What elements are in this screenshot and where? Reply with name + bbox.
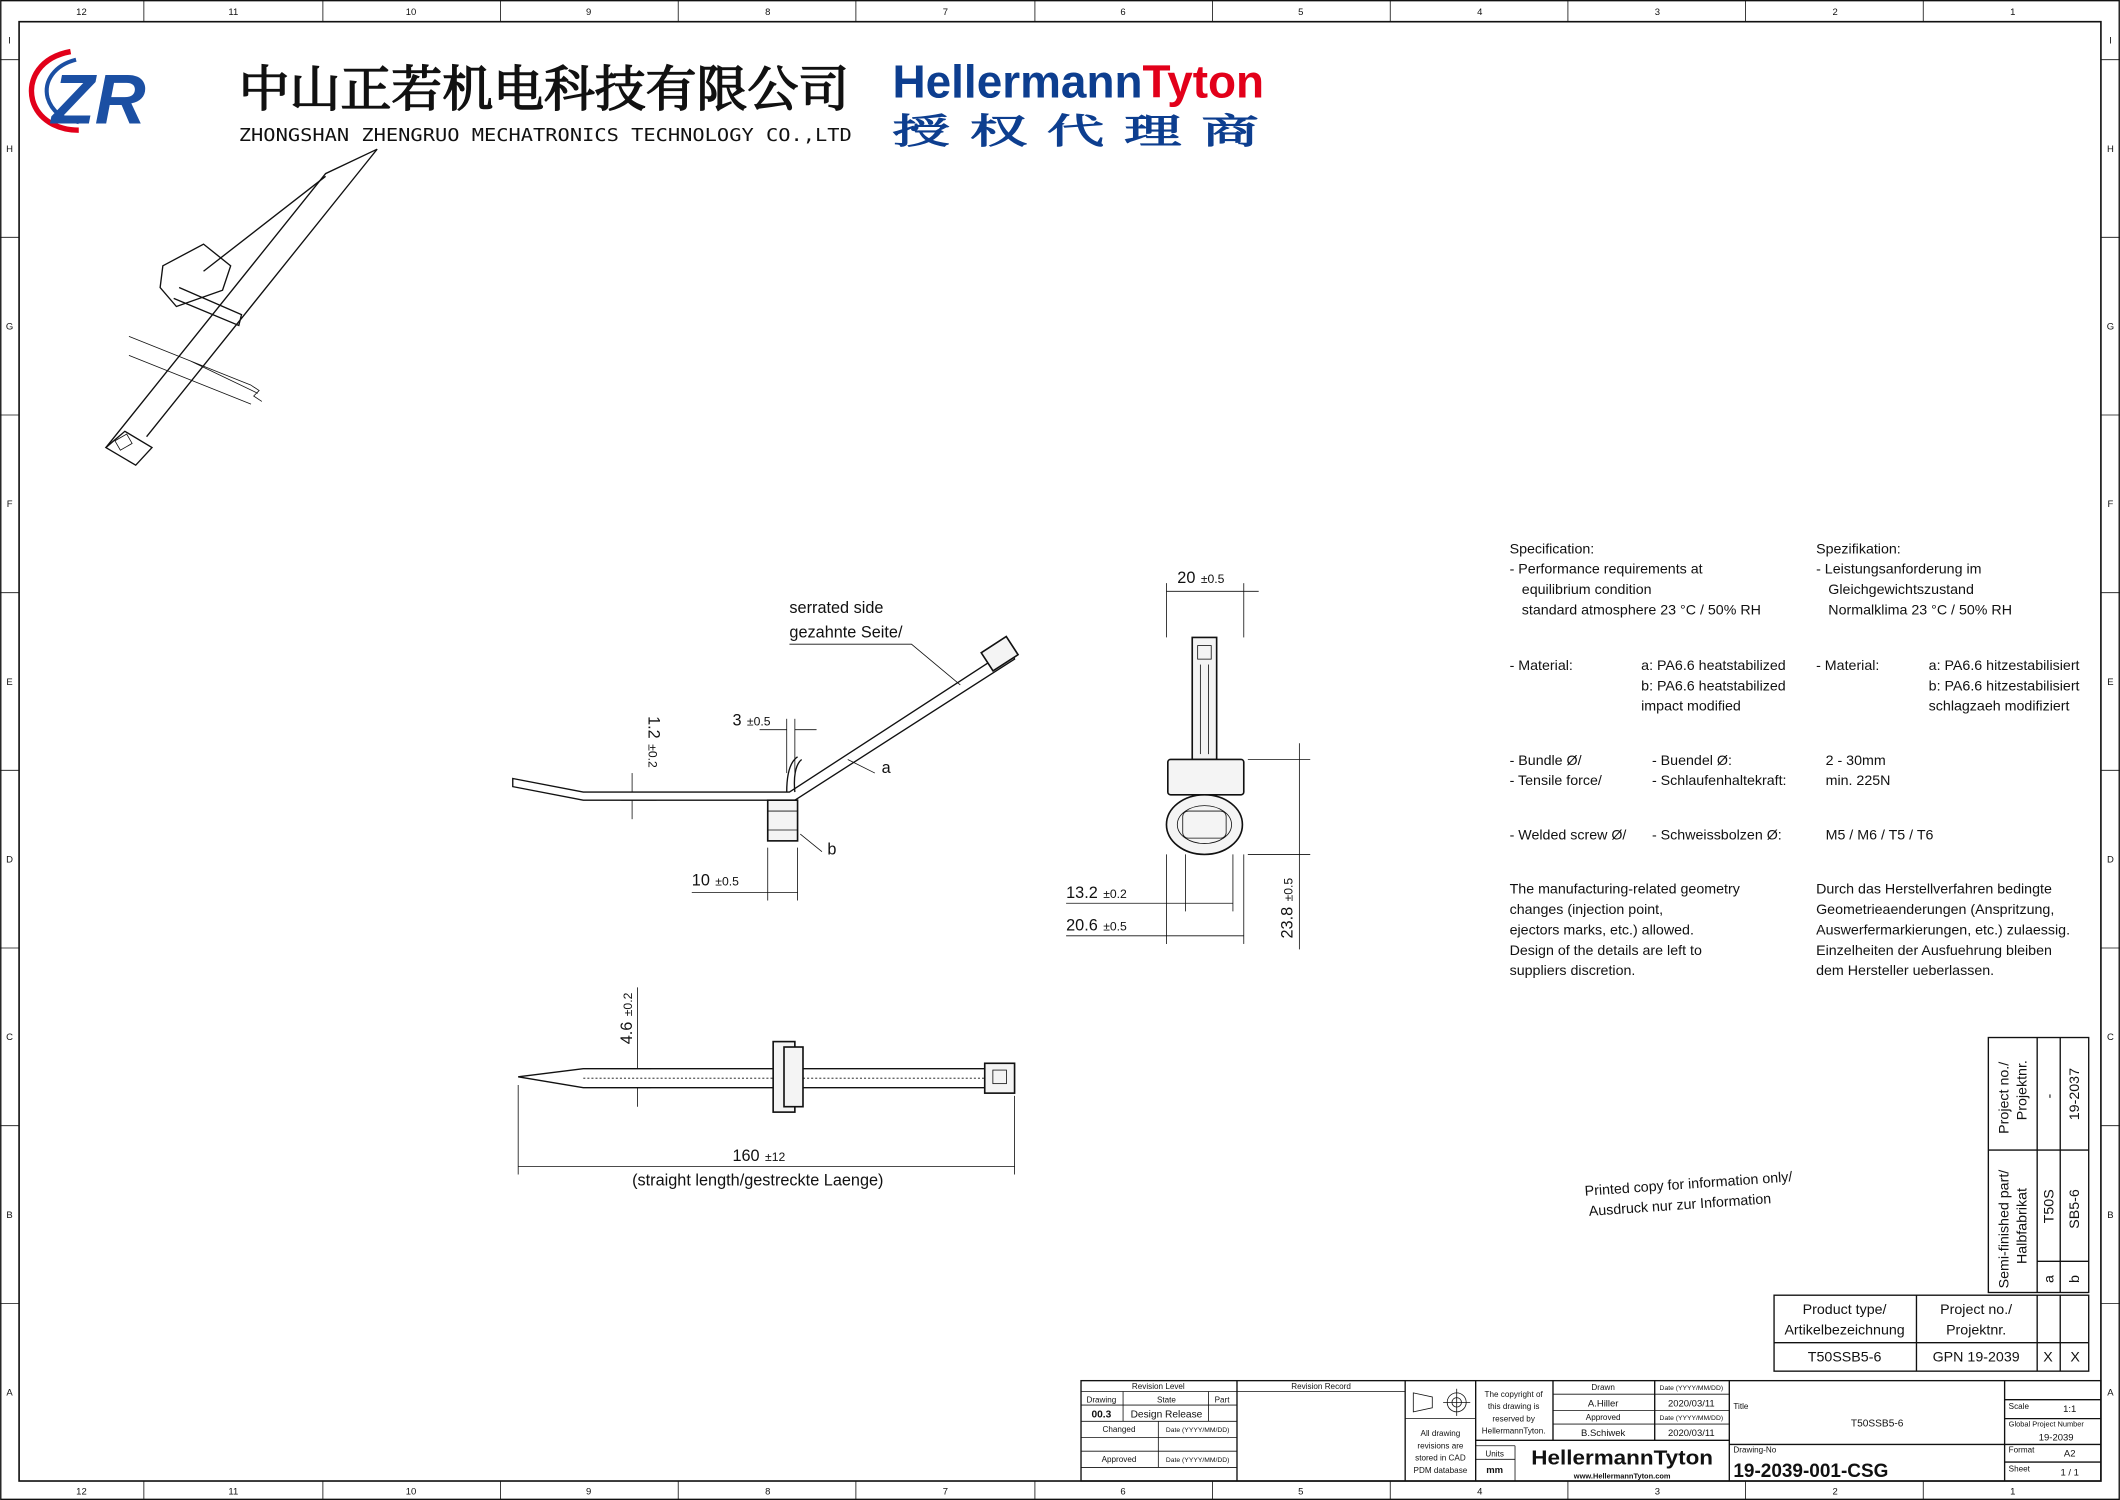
spec-de-material-b2: schlagzaeh modifiziert <box>1928 698 2070 715</box>
spec-en-material-label: - Material: <box>1509 657 1573 674</box>
row-label-f: F <box>6 499 13 511</box>
format-value: A2 <box>2063 1448 2076 1460</box>
title-value: T50SSB5-6 <box>1850 1418 1904 1430</box>
side-view <box>513 599 1018 901</box>
approved-date-label-right: Date (YYYY/MM/DD) <box>1659 1414 1724 1422</box>
spec-en-perf-3: standard atmosphere 23 °C / 50% RH <box>1521 602 1761 619</box>
gpn-value: GPN 19-2039 <box>1932 1349 2020 1366</box>
printed-copy-line-1: Printed copy for information only/ <box>1584 1169 1793 1200</box>
drawing-no-label: Drawing-No <box>1733 1445 1777 1455</box>
project-table <box>1774 1038 2089 1372</box>
col-label-8: 8 <box>765 1486 771 1498</box>
project-no-b: 19-2037 <box>2067 1068 2084 1121</box>
col-label-11: 11 <box>228 6 239 18</box>
col-label-5: 5 <box>1298 6 1304 18</box>
spec-screw-value: M5 / M6 / T5 / T6 <box>1825 827 1934 844</box>
zr-logo <box>31 52 145 139</box>
all-drawing-line-2: revisions are <box>1417 1441 1464 1451</box>
spec-en-heading: Specification: <box>1509 541 1595 558</box>
authorized-agent-cn: 授 权 代 理 商 <box>892 111 1259 153</box>
spec-en-note-2: changes (injection point, <box>1509 902 1664 919</box>
revision-record-label: Revision Record <box>1291 1381 1351 1391</box>
spec-en-material-a: a: PA6.6 heatstabilized <box>1641 657 1786 674</box>
copyright-line-2: this drawing is <box>1487 1402 1540 1412</box>
drawing-label: Drawing <box>1086 1395 1117 1405</box>
col-label-1: 1 <box>2010 6 2016 18</box>
drawn-by: A.Hiller <box>1587 1398 1619 1410</box>
scale-label: Scale <box>2008 1402 2030 1412</box>
spec-en-bundle-label: - Bundle Ø/ <box>1509 752 1582 769</box>
product-type-label-1: Product type/ <box>1802 1302 1887 1319</box>
copyright-line-1: The copyright of <box>1484 1389 1543 1399</box>
spec-en-note-4: Design of the details are left to <box>1509 942 1702 959</box>
row-label-c: C <box>6 1032 14 1044</box>
zr-logo-letters: ZR <box>51 59 146 139</box>
col-label-6: 6 <box>1120 6 1126 18</box>
row-label-a: A <box>2107 1387 2114 1399</box>
product-type-label-2: Artikelbezeichnung <box>1784 1322 1905 1339</box>
row-label-e: E <box>6 676 13 688</box>
row-label-i: I <box>2109 35 2112 47</box>
copyright-line-4: HellermannTyton. <box>1481 1426 1546 1436</box>
format-label: Format <box>2008 1445 2035 1455</box>
changed-label: Changed <box>1102 1425 1136 1435</box>
semi-a: T50S <box>2041 1189 2058 1224</box>
semi-finished-rotated-2: Halbfabrikat <box>2014 1188 2031 1265</box>
product-type-value: T50SSB5-6 <box>1807 1349 1882 1366</box>
brand-part-1: Hellermann <box>892 55 1144 108</box>
dim-length-note: (straight length/gestreckte Laenge) <box>632 1171 884 1190</box>
col-label-9: 9 <box>586 6 592 18</box>
project-no-rotated-2: Projektnr. <box>2014 1060 2031 1121</box>
col-label-12: 12 <box>76 6 87 18</box>
spec-de-note-5: dem Hersteller ueberlassen. <box>1816 963 1995 980</box>
spec-en-material-b: b: PA6.6 heatstabilized <box>1641 678 1786 695</box>
spec-en-material-b2: impact modified <box>1641 698 1741 715</box>
spec-de-perf-1: - Leistungsanforderung im <box>1816 561 1982 578</box>
project-no-a: - <box>2041 1093 2058 1099</box>
drawn-date-label: Date (YYYY/MM/DD) <box>1659 1385 1724 1393</box>
spec-de-screw-label: - Schweissbolzen Ø: <box>1651 827 1782 844</box>
semi-b: SB5-6 <box>2067 1189 2084 1229</box>
row-label-e: E <box>2107 676 2114 688</box>
spec-en-perf-2: equilibrium condition <box>1521 582 1652 599</box>
spec-de-material-label: - Material: <box>1816 657 1880 674</box>
callout-serrated-de: gezahnte Seite/ <box>789 623 903 642</box>
title-label: Title <box>1733 1402 1749 1412</box>
label-b: b <box>827 840 837 859</box>
spec-en-screw-label: - Welded screw Ø/ <box>1509 827 1627 844</box>
all-drawing-line-4: PDM database <box>1413 1465 1468 1475</box>
gpn-label: Global Project Number <box>2008 1419 2084 1429</box>
spec-en-perf-1: - Performance requirements at <box>1509 561 1703 578</box>
leader-a <box>848 759 875 773</box>
spec-de-perf-2: Gleichgewichtszustand <box>1828 582 1974 599</box>
approved-date: 2020/03/11 <box>1667 1428 1715 1440</box>
col-label-10: 10 <box>405 6 417 18</box>
sheet-value: 1 / 1 <box>2060 1467 2079 1479</box>
state-value: Design Release <box>1130 1409 1203 1421</box>
mark-b: X <box>2070 1349 2080 1366</box>
approved-label: Approved <box>1585 1412 1621 1422</box>
spec-en-note-3: ejectors marks, etc.) allowed. <box>1509 922 1694 939</box>
approved-by: B.Schiwek <box>1581 1428 1626 1440</box>
row-label-a: A <box>6 1387 13 1399</box>
dim-height: 23.8±0.5 <box>1278 877 1297 939</box>
row-label-h: H <box>2106 143 2114 155</box>
specification-en <box>1510 541 1786 979</box>
col-label-12: 12 <box>76 1486 87 1498</box>
leader-b <box>800 834 822 852</box>
scale-value: 1:1 <box>2063 1403 2077 1415</box>
title-block-website: www.HellermannTyton.com <box>1573 1471 1671 1481</box>
drawn-label: Drawn <box>1591 1383 1615 1393</box>
col-b-label: b <box>2067 1275 2084 1284</box>
company-name-cn: 中山正若机电科技有限公司 <box>238 60 850 118</box>
col-label-2: 2 <box>1832 1486 1838 1498</box>
dim-outer: 20.6 ±0.5 <box>1066 916 1127 935</box>
row-label-f: F <box>2107 499 2114 511</box>
revision-level-label: Revision Level <box>1131 1381 1185 1391</box>
row-label-h: H <box>6 143 14 155</box>
spec-de-heading: Spezifikation: <box>1816 541 1901 558</box>
units-label: Units <box>1485 1449 1504 1459</box>
spec-de-material-a: a: PA6.6 hitzestabilisiert <box>1928 657 2080 674</box>
col-label-9: 9 <box>586 1486 592 1498</box>
spec-bundle-value: 2 - 30mm <box>1825 752 1886 769</box>
col-label-3: 3 <box>1654 1486 1661 1498</box>
project-no-label-2: Projektnr. <box>1946 1322 2007 1339</box>
changed-date-label: Date (YYYY/MM/DD) <box>1165 1427 1230 1435</box>
label-a: a <box>881 759 891 778</box>
project-no-rotated-1: Project no./ <box>1996 1061 2013 1134</box>
spec-de-note-4: Einzelheiten der Ausfuehrung bleiben <box>1816 942 2052 959</box>
col-label-6: 6 <box>1120 1486 1126 1498</box>
row-label-d: D <box>6 854 14 866</box>
projection-symbol-icon <box>1413 1389 1470 1416</box>
sheet-label: Sheet <box>2008 1464 2030 1474</box>
row-label-g: G <box>2106 321 2115 333</box>
title-block <box>1081 1381 2101 1482</box>
spec-en-note-5: suppliers discretion. <box>1509 963 1636 980</box>
col-label-3: 3 <box>1654 6 1661 18</box>
dim-length: 160 ±12 <box>732 1146 786 1165</box>
drawing-no-value: 19-2039-001-CSG <box>1733 1460 1889 1482</box>
row-label-b: B <box>6 1209 13 1221</box>
col-a-label: a <box>2041 1275 2058 1284</box>
copyright-line-3: reserved by <box>1492 1414 1535 1424</box>
units-value: mm <box>1486 1464 1504 1476</box>
hellermanntyton-logo <box>893 56 1265 108</box>
revision-value: 00.3 <box>1091 1409 1112 1421</box>
col-label-10: 10 <box>405 1486 417 1498</box>
dim-base-width: 10 ±0.5 <box>691 871 739 890</box>
gpn-title-value: 19-2039 <box>2038 1432 2074 1444</box>
dim-head-width: 3 ±0.5 <box>732 711 771 730</box>
col-label-2: 2 <box>1832 6 1838 18</box>
mark-a: X <box>2043 1349 2053 1366</box>
state-label: State <box>1156 1395 1176 1405</box>
printed-copy-line-2: Ausdruck nur zur Information <box>1588 1191 1772 1220</box>
spec-de-bundle-label: - Buendel Ø: <box>1651 752 1732 769</box>
all-drawing-line-1: All drawing <box>1420 1429 1461 1439</box>
isometric-view <box>106 149 377 465</box>
dim-inner: 13.2 ±0.2 <box>1066 883 1127 902</box>
row-label-b: B <box>2107 1209 2114 1221</box>
col-label-7: 7 <box>942 1486 949 1498</box>
spec-de-perf-3: Normalklima 23 °C / 50% RH <box>1828 602 2012 619</box>
part-label: Part <box>1214 1395 1230 1405</box>
row-label-c: C <box>2106 1032 2114 1044</box>
dim-strap-width: 4.6±0.2 <box>618 992 637 1045</box>
approved-label-left: Approved <box>1101 1455 1137 1465</box>
drawn-date: 2020/03/11 <box>1667 1398 1715 1410</box>
dim-thickness: 1.2±0.2 <box>644 716 663 768</box>
callout-serrated-en: serrated side <box>789 599 884 618</box>
brand-part-2: Tyton <box>1142 55 1265 108</box>
callout-serrated-leader <box>789 644 960 685</box>
all-drawing-line-3: stored in CAD <box>1415 1453 1466 1463</box>
spec-de-tensile-label: - Schlaufenhaltekraft: <box>1651 773 1787 790</box>
spec-tensile-value: min. 225N <box>1825 773 1891 790</box>
dim-top-width: 20 ±0.5 <box>1177 569 1225 588</box>
spec-de-note-3: Auswerfermarkierungen, etc.) zulaessig. <box>1816 922 2071 939</box>
spec-de-note-1: Durch das Herstellverfahren bedingte <box>1816 881 2052 898</box>
spec-en-tensile-label: - Tensile force/ <box>1509 773 1602 790</box>
project-no-label-1: Project no./ <box>1940 1302 2013 1319</box>
spec-en-note-1: The manufacturing-related geometry <box>1509 881 1740 898</box>
col-label-4: 4 <box>1477 6 1483 18</box>
plan-view <box>518 987 1014 1189</box>
col-label-4: 4 <box>1477 1486 1483 1498</box>
col-label-5: 5 <box>1298 1486 1304 1498</box>
printed-copy-stamp <box>1584 1169 1794 1220</box>
spec-de-material-b: b: PA6.6 hitzestabilisiert <box>1928 678 2080 695</box>
col-label-11: 11 <box>228 1486 239 1498</box>
col-label-7: 7 <box>942 6 949 18</box>
semi-finished-rotated-1: Semi-finished part/ <box>1996 1169 2013 1289</box>
row-label-i: I <box>8 35 11 47</box>
row-label-d: D <box>2106 854 2114 866</box>
front-view <box>1066 569 1310 949</box>
col-label-1: 1 <box>2010 1486 2016 1498</box>
spec-de-note-2: Geometrieaenderungen (Anspritzung, <box>1816 902 2055 919</box>
title-block-brand-logo: HellermannTyton <box>1531 1447 1714 1470</box>
col-label-8: 8 <box>765 6 771 18</box>
row-label-g: G <box>5 321 14 333</box>
approved-date-label: Date (YYYY/MM/DD) <box>1165 1457 1230 1465</box>
company-name-en: ZHONGSHAN ZHENGRUO MECHATRONICS TECHNOLOGY CO.,LTD <box>238 126 852 147</box>
